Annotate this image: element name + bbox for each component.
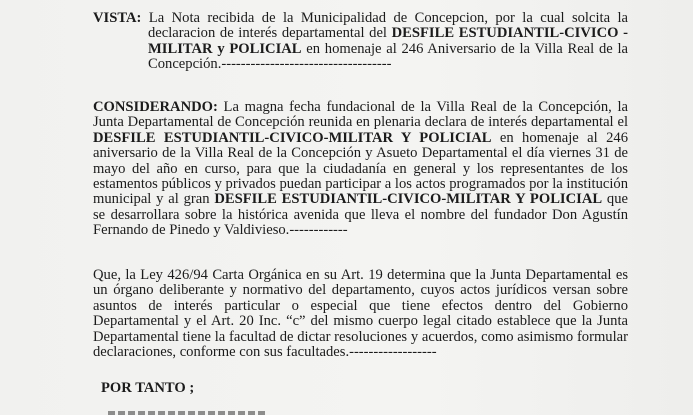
vista-paragraph <box>93 11 628 73</box>
que-paragraph <box>93 268 628 360</box>
vista-label: VISTA: <box>93 10 142 26</box>
considerando-text-1: La magna fecha fundacional de la Villa Real de la Concepción, la Junta Departamental de Concepción reunida en plenaria declara de interés departamental el <box>93 99 628 131</box>
considerando-text-3: que se desarrollara sobre la histórica avenida que lleva el nombre del fundador Don Agustín Fernando de Pinedo y Valdivieso.------------ <box>93 191 628 239</box>
considerando-text-2: en homenaje al 246 aniversario de la Villa Real de la Concepción y Asueto Departamental el día viernes 31 de mayo del año en curso, para que la ciudadanía en general y los representantes de los estamentos públicos y privados puedan participar a los actos programados por la institución municipal y al gran <box>93 129 628 208</box>
que-text: Que, la Ley 426/94 Carta Orgánica en su Art. 19 determina que la Junta Departamental es un órgano deliberante y normativo del departamento, cuyos actos jurídicos versan sobre asuntos de interés particular o especial que tiene efectos dentro del Gobierno Departamental y el Art. 20 Inc. “c” del mismo cuerpo legal citado establece que la Junta Departamental tiene la facultad de dictar resoluciones y acuerdos, como asimismo formular declaraciones, conforme con sus facultades.------------------ <box>93 267 628 361</box>
cut-off-text-fragment <box>108 411 268 415</box>
vista-bold-1: DESFILE ESTUDIANTIL-CIVICO - MILITAR y POLICIAL <box>148 25 628 57</box>
considerando-bold-1: DESFILE ESTUDIANTIL-CIVICO-MILITAR Y POLICIAL <box>93 129 492 146</box>
vista-text-2: en homenaje al 246 Aniversario de la Villa Real de la Concepción.----------------------------------- <box>148 40 628 73</box>
cut-off-next-line <box>108 409 268 415</box>
vista-text-1: La Nota recibida de la Municipalidad de Concepcion, por la cual solcita la declaracion de interés departamental del <box>141 10 628 42</box>
por-tanto-heading: POR TANTO ; <box>101 380 195 396</box>
considerando-label: CONSIDERANDO: <box>93 99 218 115</box>
considerando-paragraph <box>93 100 628 239</box>
considerando-bold-2: DESFILE ESTUDIANTIL-CIVICO-MILITAR Y POLICIAL <box>214 191 603 208</box>
